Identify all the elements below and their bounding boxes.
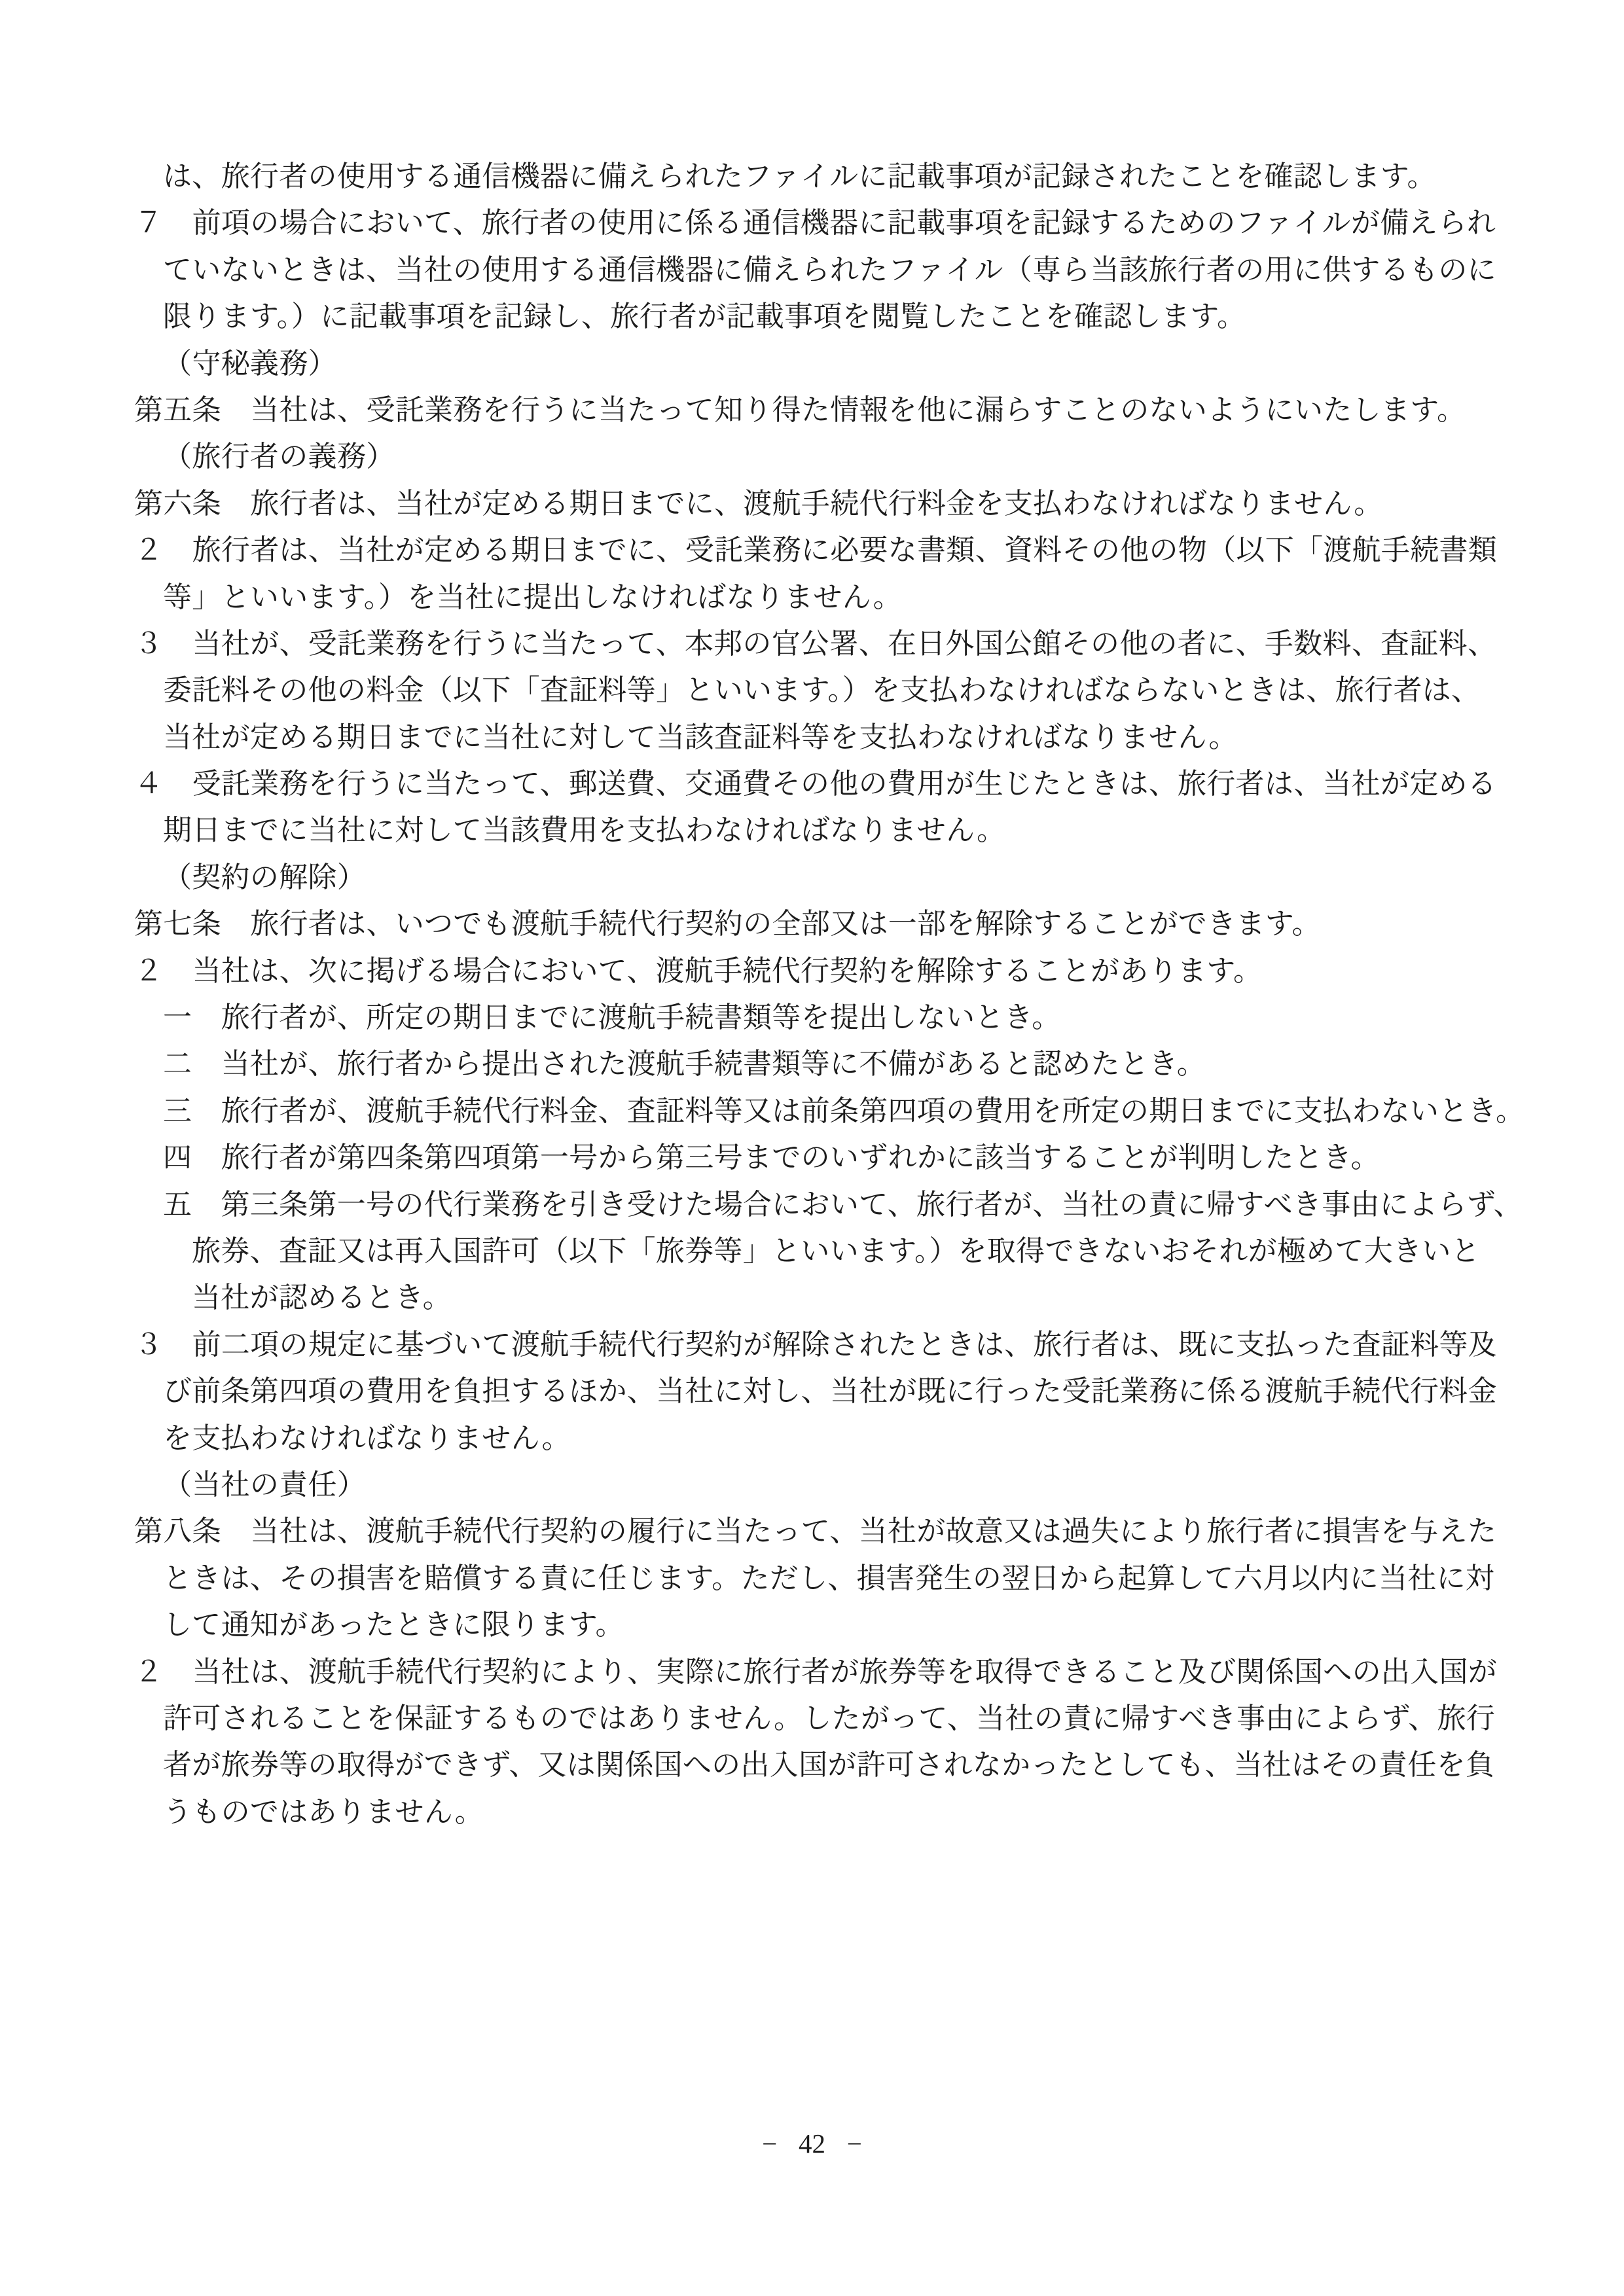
page-number: − 42 − xyxy=(762,2128,862,2159)
text-line: ３ 前二項の規定に基づいて渡航手続代行契約が解除されたときは、旅行者は、既に支払った査証料等及 xyxy=(134,1328,1498,1361)
text-line: 当社が定める期日までに当社に対して当該査証料等を支払わなければなりません。 xyxy=(163,721,1238,753)
text-line: 許可されることを保証するものではありません。したがって、当社の責に帰すべき事由によらず、旅行 xyxy=(163,1702,1496,1734)
text-line: 五 第三条第一号の代行業務を引き受けた場合において、旅行者が、当社の責に帰すべき事由によらず、 xyxy=(163,1188,1523,1221)
text-line: （旅行者の義務） xyxy=(163,440,395,473)
text-line: を支払わなければなりません。 xyxy=(163,1422,571,1454)
text-line: （契約の解除） xyxy=(163,861,367,893)
text-line: して通知があったときに限ります。 xyxy=(163,1609,624,1641)
text-line: （守秘義務） xyxy=(163,347,337,380)
text-line: は、旅行者の使用する通信機器に備えられたファイルに記載事項が記録されたことを確認します。 xyxy=(163,160,1436,192)
text-line: 四 旅行者が第四条第四項第一号から第三号までのいずれかに該当することが判明したとき。 xyxy=(163,1141,1380,1174)
text-line: 第五条 当社は、受託業務を行うに当たって知り得た情報を他に漏らすことのないようにいたします。 xyxy=(134,393,1466,426)
text-line: 第六条 旅行者は、当社が定める期日までに、渡航手続代行料金を支払わなければなりません。 xyxy=(134,487,1383,520)
text-line: ４ 受託業務を行うに当たって、郵送費、交通費その他の費用が生じたときは、旅行者は、当社が定める xyxy=(134,768,1497,800)
text-line: 限ります。）に記載事項を記録し、旅行者が記載事項を閲覧したことを確認します。 xyxy=(163,300,1246,333)
text-line: 委託料その他の料金（以下「査証料等」といいます。）を支払わなければならないときは、旅行者は、 xyxy=(163,674,1481,707)
text-line: ７ 前項の場合において、旅行者の使用に係る通信機器に記載事項を記録するためのファイルが備えられ xyxy=(134,207,1496,240)
text-line: （当社の責任） xyxy=(163,1468,367,1501)
text-line: 者が旅券等の取得ができず、又は関係国への出入国が許可されなかったとしても、当社はその責任を負 xyxy=(163,1749,1495,1782)
document-body xyxy=(134,153,1587,1835)
text-line: うものではありません。 xyxy=(163,1795,484,1828)
text-line: 一 旅行者が、所定の期日までに渡航手続書類等を提出しないとき。 xyxy=(163,1001,1061,1034)
text-line: 旅券、査証又は再入国許可（以下「旅券等」といいます。）を取得できないおそれが極めて大きいと xyxy=(192,1234,1480,1267)
text-line: 期日までに当社に対して当該費用を支払わなければなりません。 xyxy=(163,814,1006,847)
text-line: 三 旅行者が、渡航手続代行料金、査証料等又は前条第四項の費用を所定の期日までに支払わないとき。 xyxy=(163,1094,1525,1127)
text-line: 二 当社が、旅行者から提出された渡航手続書類等に不備があると認めたとき。 xyxy=(163,1048,1206,1081)
text-line: ３ 当社が、受託業務を行うに当たって、本邦の官公署、在日外国公館その他の者に、手数料、査証料、 xyxy=(134,627,1497,660)
text-line: 当社が認めるとき。 xyxy=(192,1282,452,1314)
text-line: 第八条 当社は、渡航手続代行契約の履行に当たって、当社が故意又は過失により旅行者に損害を与えた xyxy=(134,1515,1497,1548)
text-line: ２ 旅行者は、当社が定める期日までに、受託業務に必要な書類、資料その他の物（以下「渡航手続書類 xyxy=(134,534,1498,567)
text-line: び前条第四項の費用を負担するほか、当社に対し、当社が既に行った受託業務に係る渡航手続代行料金 xyxy=(163,1375,1497,1408)
text-line: ２ 当社は、次に掲げる場合において、渡航手続代行契約を解除することがあります。 xyxy=(134,954,1263,987)
text-line: ていないときは、当社の使用する通信機器に備えられたファイル（専ら当該旅行者の用に供するものに xyxy=(163,253,1496,286)
text-line: ときは、その損害を賠償する責に任じます。ただし、損害発生の翌日から起算して六月以内に当社に対 xyxy=(163,1562,1495,1594)
text-line: ２ 当社は、渡航手続代行契約により、実際に旅行者が旅券等を取得できること及び関係国への出入国が xyxy=(134,1655,1498,1688)
text-line: 等」といいます。）を当社に提出しなければなりません。 xyxy=(163,581,902,613)
text-line: 第七条 旅行者は、いつでも渡航手続代行契約の全部又は一部を解除することができます。 xyxy=(134,908,1321,941)
